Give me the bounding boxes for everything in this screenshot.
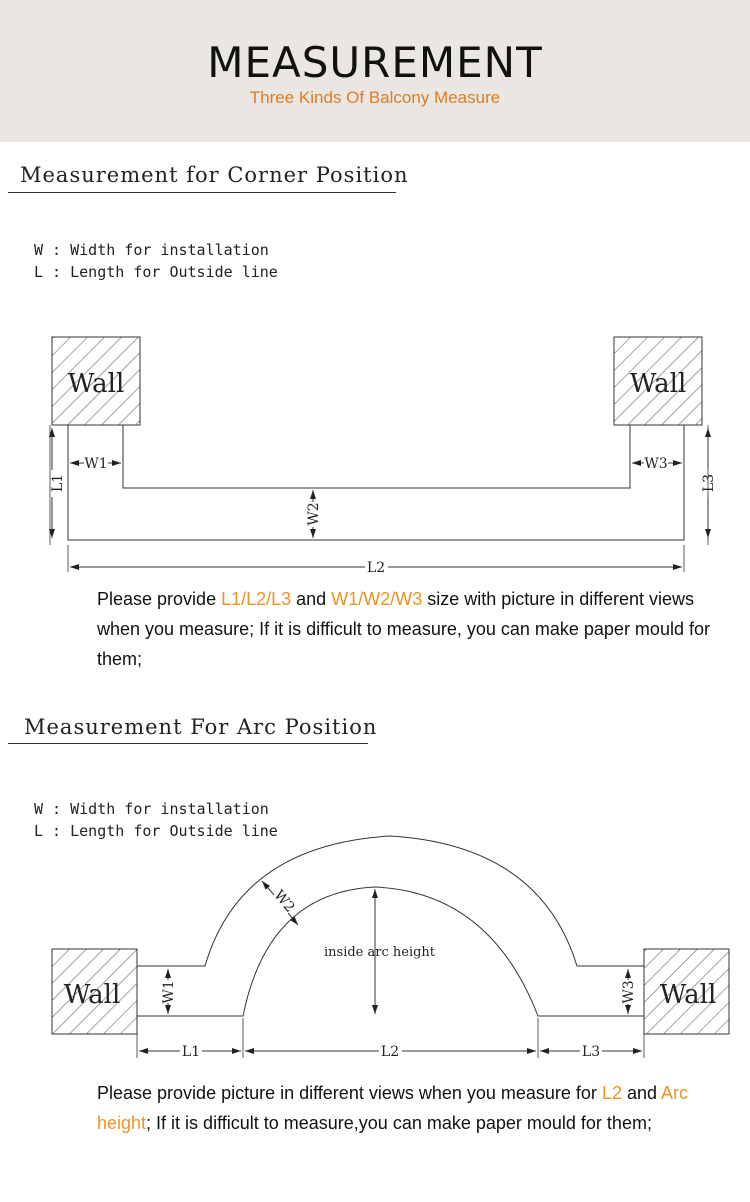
corner-note-part1: Please provide <box>97 589 222 609</box>
corner-w2-label: W2 <box>306 502 322 526</box>
arc-l2-label: L2 <box>380 1044 400 1060</box>
corner-wall-right-label: Wall <box>629 369 687 399</box>
corner-note-part2: and <box>291 589 332 609</box>
corner-section-heading: Measurement for Corner Position <box>20 163 409 187</box>
corner-legend-length: L : Length for Outside line <box>34 263 278 281</box>
arc-w2-label: W2 <box>270 887 298 916</box>
arc-l3-label: L3 <box>581 1044 601 1060</box>
arc-w1-label: W1 <box>161 980 177 1004</box>
corner-inner-line <box>123 425 630 488</box>
corner-l1-label: L1 <box>50 473 66 493</box>
corner-l2-label: L2 <box>366 560 386 576</box>
arc-labels <box>64 887 717 1060</box>
page-title: MEASUREMENT <box>207 38 543 87</box>
arc-wall-left-label: Wall <box>63 980 121 1010</box>
corner-outer-line <box>68 425 684 540</box>
arc-legend-width: W : Width for installation <box>34 800 269 818</box>
corner-w1-label: W1 <box>84 456 108 472</box>
corner-wall-left-label: Wall <box>67 369 125 399</box>
corner-legend-width: W : Width for installation <box>34 241 269 259</box>
corner-note-part3: size with picture in different views when you measure; If it is difficult to measure, you can make paper mould for them; <box>97 589 710 669</box>
arc-section-heading: Measurement For Arc Position <box>24 715 378 739</box>
arc-note-highlight-l2: L2 <box>601 1083 622 1103</box>
corner-l3-label: L3 <box>701 473 717 493</box>
corner-note-highlight-l: L1/L2/L3 <box>221 589 292 609</box>
arc-note-part3: ; If it is difficult to measure,you can make paper mould for them; <box>146 1113 652 1133</box>
arc-l1-label: L1 <box>181 1044 201 1060</box>
arc-wall-right-label: Wall <box>659 980 717 1010</box>
arc-note-part2: and <box>621 1083 662 1103</box>
corner-note-highlight-w: W1/W2/W3 <box>331 589 423 609</box>
arc-note-highlight-height: Arc height <box>97 1083 689 1133</box>
arc-legend-length: L : Length for Outside line <box>34 822 278 840</box>
arc-w3-label: W3 <box>621 980 637 1004</box>
arc-note-part1: Please provide picture in different views when you measure for <box>97 1083 602 1103</box>
arc-note <box>97 1078 717 1138</box>
page-subtitle: Three Kinds Of Balcony Measure <box>249 88 501 107</box>
corner-diagram <box>50 337 708 572</box>
corner-note <box>97 584 717 674</box>
inside-arc-height-label: inside arc height <box>324 945 436 960</box>
corner-w3-label: W3 <box>644 456 668 472</box>
